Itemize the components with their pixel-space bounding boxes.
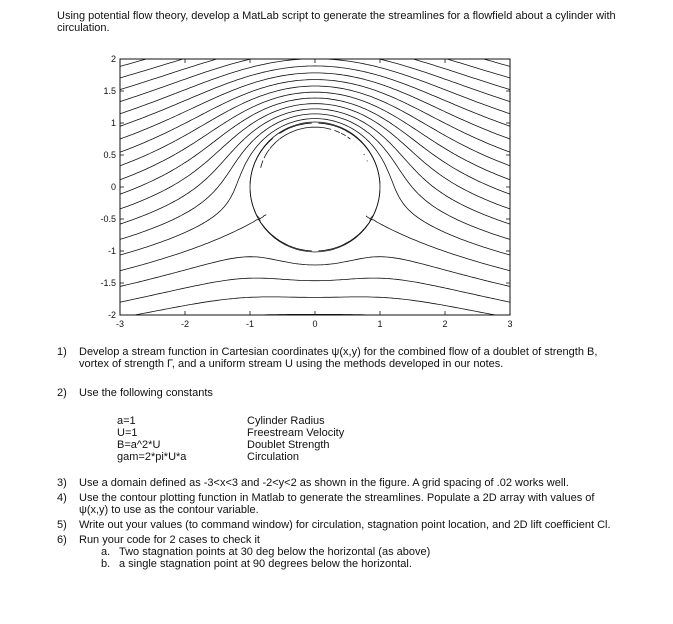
constant-expr: B=a^2*U <box>117 439 161 451</box>
y-tick-label: -0.5 <box>100 214 116 224</box>
y-tick-label: -1.5 <box>100 278 116 288</box>
step-1 <box>57 346 617 370</box>
y-tick-label: -1 <box>107 246 116 256</box>
x-tick-label: -2 <box>180 319 190 329</box>
problem-intro: Using potential flow theory, develop a MatLab script to generate the streamlines for a flowfield about a cylinder with circulation. <box>57 10 616 34</box>
step-text: Use the following constants <box>79 387 213 399</box>
step-text: Develop a stream function in Cartesian coordinates ψ(x,y) for the combined flow of a doublet of strength B, vortex of strength Γ, and a uniform stream U using the methods developed in our notes. <box>79 346 598 370</box>
spacer <box>57 370 617 379</box>
case-b <box>101 558 617 570</box>
instruction-list <box>57 346 617 570</box>
step-5 <box>57 519 617 531</box>
constant-expr: U=1 <box>117 427 138 439</box>
case-a <box>101 546 617 558</box>
y-tick-label: -2 <box>107 310 116 320</box>
y-tick-label: 1.5 <box>103 86 116 96</box>
streamline-svg <box>90 48 530 340</box>
plot-frame <box>120 59 510 315</box>
step-number: 6) <box>57 534 67 546</box>
step-number: 1) <box>57 346 67 358</box>
y-tick-label: 1 <box>110 118 116 128</box>
constant-desc: Cylinder Radius <box>247 415 325 427</box>
step-text: Write out your values (to command window) for circulation, stagnation point location, and 2D lift coefficient Cl. <box>79 519 611 531</box>
step-number: 4) <box>57 492 67 504</box>
step-text: Use a domain defined as -3<x<3 and -2<y<2 as shown in the figure. A grid spacing of .02 works well. <box>79 477 569 489</box>
x-tick-label: 2 <box>442 319 448 329</box>
y-tick-label: 0 <box>110 182 116 192</box>
constant-desc: Freestream Velocity <box>247 427 345 439</box>
x-tick-label: 1 <box>377 319 383 329</box>
constant-desc: Doublet Strength <box>247 439 330 451</box>
step-6 <box>57 534 617 570</box>
step-text: Use the contour plotting function in Matlab to generate the streamlines. Populate a 2D array with values of ψ(x,y) to use as the contour variable. <box>79 492 595 516</box>
constant-expr: gam=2*pi*U*a <box>117 451 187 463</box>
y-tick-label: 2 <box>110 54 116 64</box>
step-text: Run your code for 2 cases to check it <box>79 534 260 546</box>
constant-desc: Circulation <box>247 451 299 463</box>
case-letter: b. <box>101 558 111 570</box>
x-tick-label: 0 <box>312 319 318 329</box>
step-number: 5) <box>57 519 67 531</box>
step-number: 2) <box>57 387 67 399</box>
constants-table <box>117 415 617 463</box>
step-2 <box>57 387 617 463</box>
case-text: Two stagnation points at 30 deg below the horizontal (as above) <box>119 546 431 558</box>
step-3 <box>57 477 617 489</box>
x-tick-label: 3 <box>507 319 513 329</box>
step-number: 3) <box>57 477 67 489</box>
case-list <box>79 546 617 570</box>
step-4 <box>57 492 617 516</box>
y-tick-label: 0.5 <box>103 150 116 160</box>
case-text: a single stagnation point at 90 degrees below the horizontal. <box>119 558 412 570</box>
x-tick-label: -3 <box>115 319 125 329</box>
streamline-plot <box>90 48 530 340</box>
x-tick-label: -1 <box>245 319 255 329</box>
constant-expr: a=1 <box>117 415 136 427</box>
case-letter: a. <box>101 546 111 558</box>
